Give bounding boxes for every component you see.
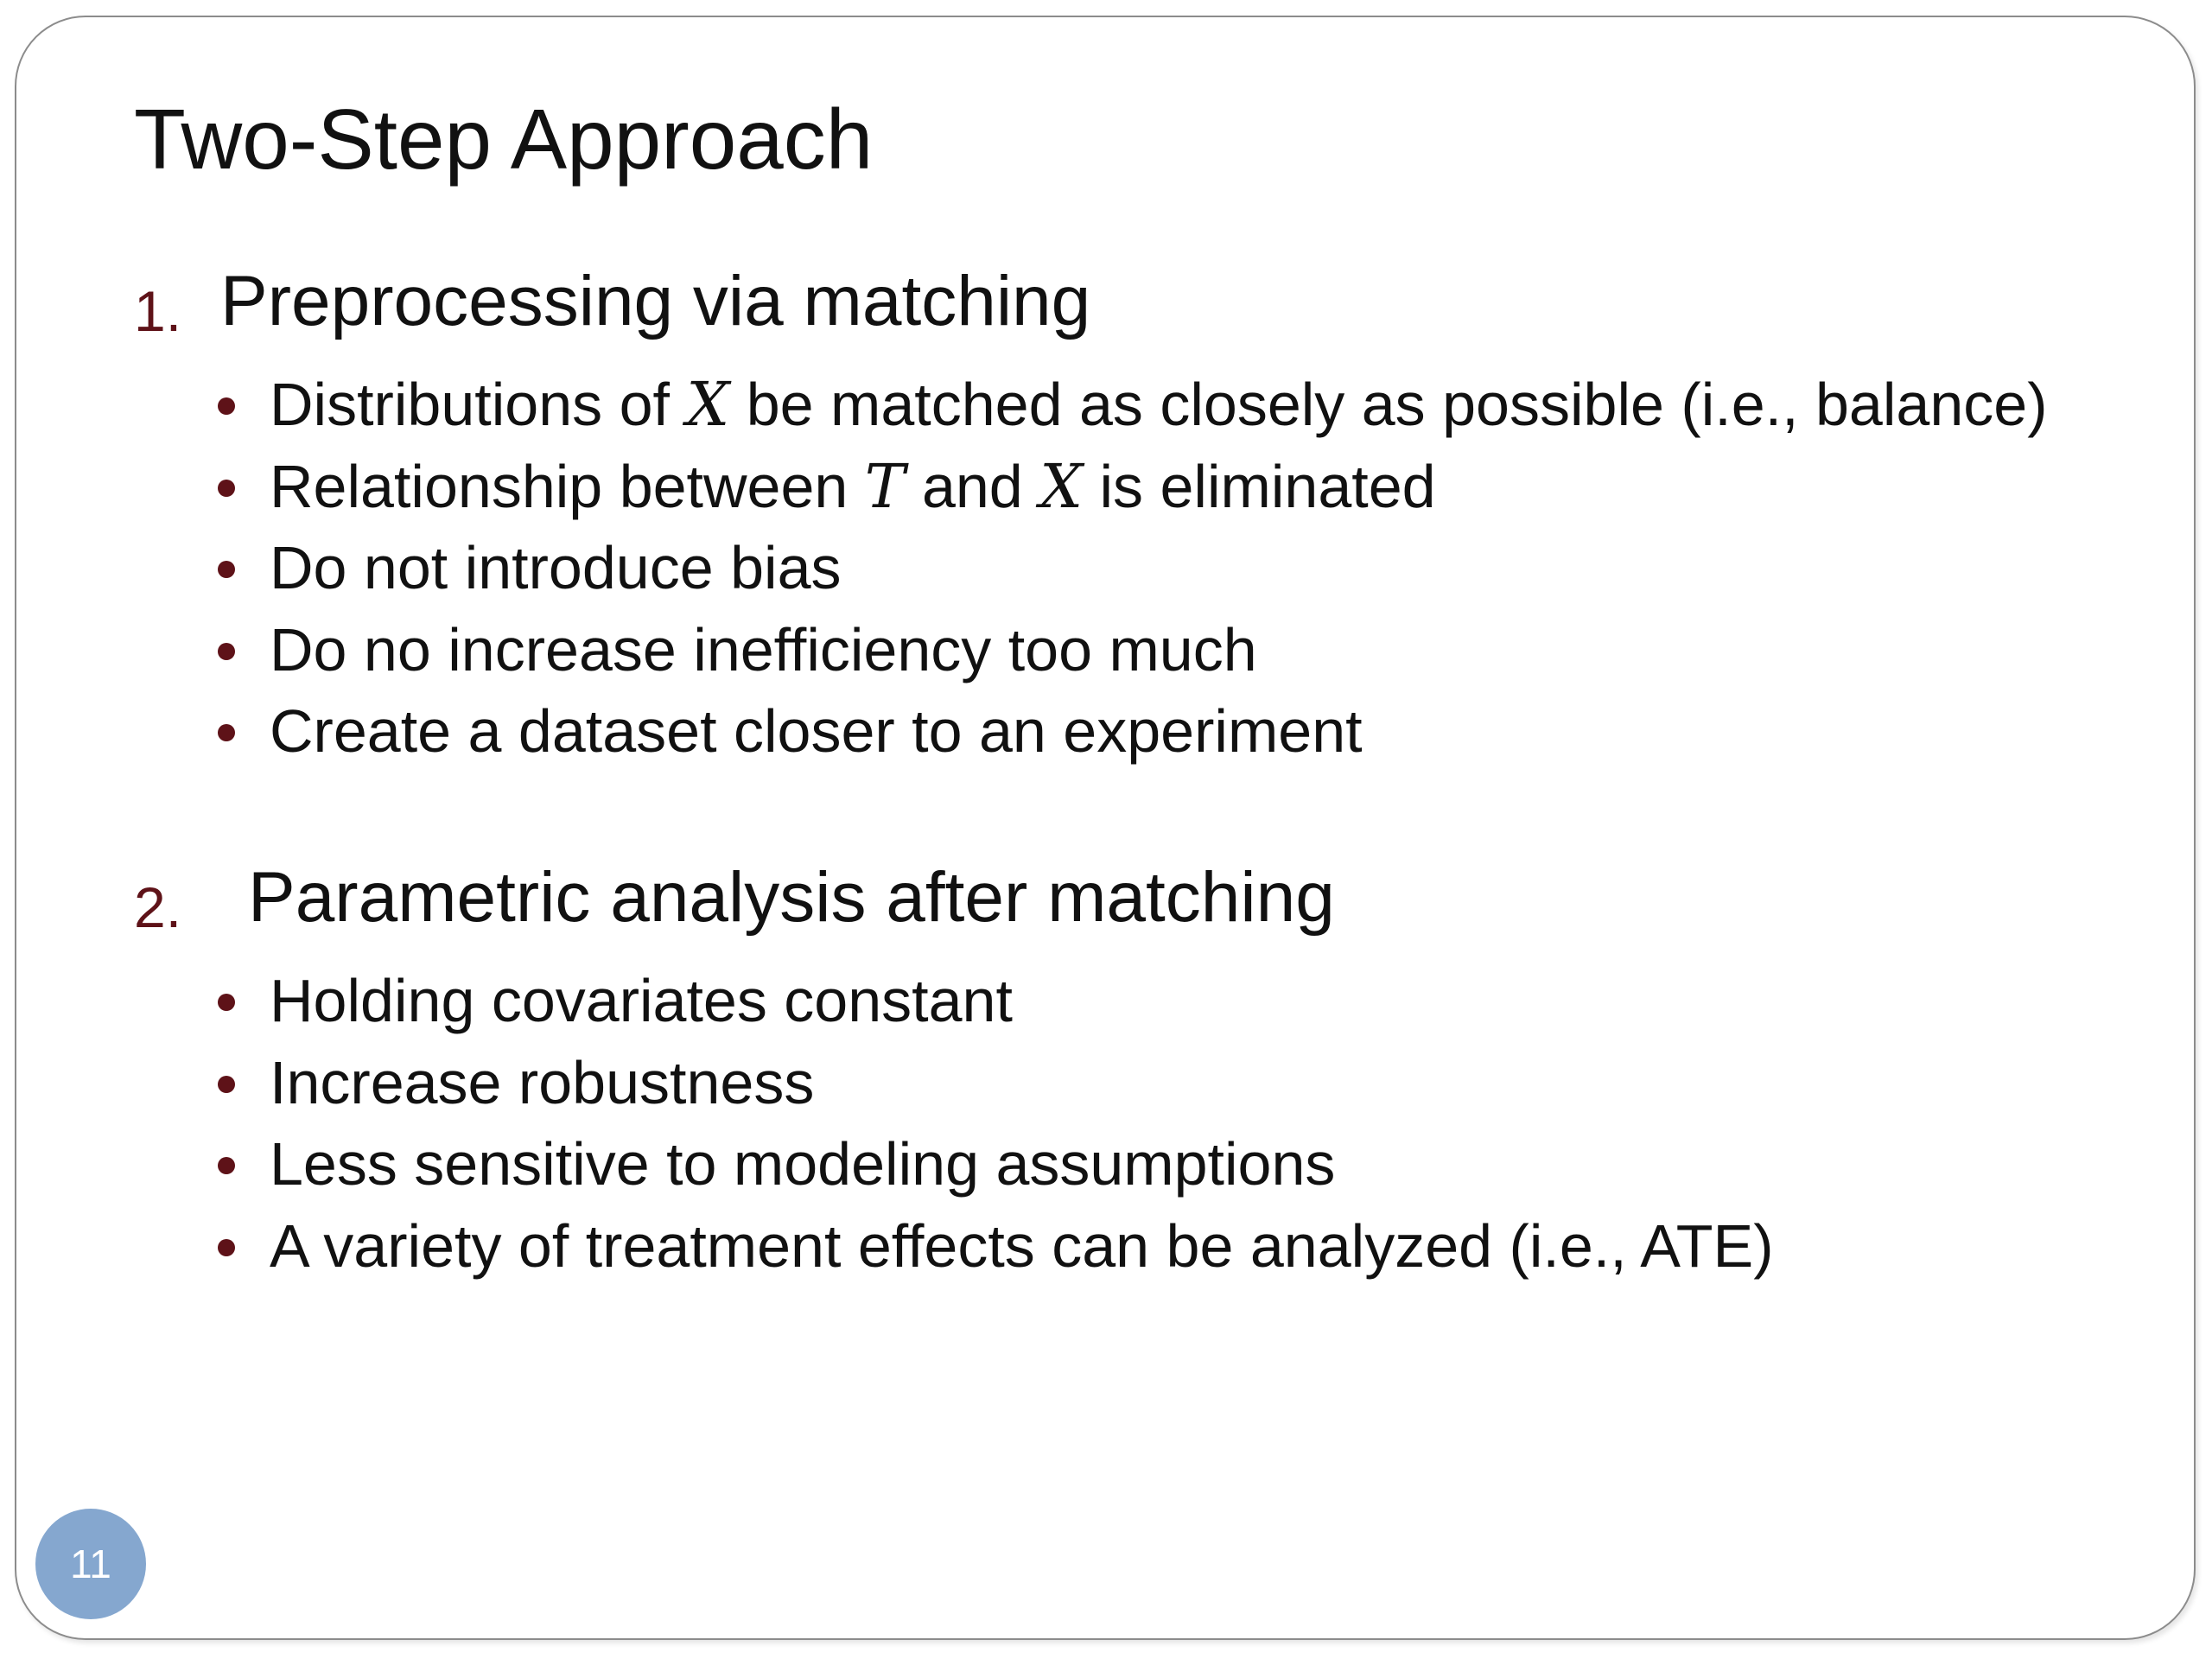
bullet-dot-icon [218, 1076, 235, 1093]
bullet-text [270, 450, 1436, 523]
text-run: is eliminated [1083, 452, 1436, 520]
bullet-dot-icon [218, 724, 235, 741]
section-title: Preprocessing via matching [220, 262, 1091, 340]
text-run: be matched as closely as possible (i.e., balance) [729, 371, 2048, 438]
section-heading [0, 259, 2212, 361]
bullet-item [0, 688, 2212, 770]
bullet-dot-icon [218, 561, 235, 578]
bullet-text: Increase robustness [270, 1048, 815, 1116]
bullet-list [0, 957, 2212, 1284]
bullet-item [0, 1121, 2212, 1203]
slide-title: Two-Step Approach [134, 92, 874, 187]
bullet-list [0, 361, 2212, 770]
bullet-text: Do not introduce bias [270, 534, 842, 601]
bullet-text: Create a dataset closer to an experiment [270, 697, 1363, 765]
bullet-dot-icon [218, 1239, 235, 1256]
bullet-dot-icon [218, 480, 235, 497]
bullet-item [0, 361, 2212, 443]
bullet-item [0, 1039, 2212, 1122]
section-heading [0, 855, 2212, 957]
bullet-dot-icon [218, 643, 235, 660]
math-variable: T [864, 450, 906, 522]
bullet-text: A variety of treatment effects can be analyzed (i.e., ATE) [270, 1211, 1774, 1280]
bullet-text: Do no increase inefficiency too much [270, 615, 1257, 683]
text-run: Relationship between [270, 452, 865, 520]
bullet-item [0, 443, 2212, 525]
section-number: 1. [134, 279, 182, 343]
bullet-dot-icon [218, 1157, 235, 1174]
bullet-text: Less sensitive to modeling assumptions [270, 1130, 1336, 1198]
section-number: 2. [134, 875, 182, 939]
text-run: Distributions of [270, 371, 687, 438]
section-title: Parametric analysis after matching [248, 858, 1335, 937]
section-parametric-analysis [0, 855, 2212, 1284]
bullet-dot-icon [218, 397, 235, 415]
text-run: and [905, 452, 1040, 520]
bullet-item [0, 524, 2212, 607]
bullet-text: Holding covariates constant [270, 967, 1013, 1034]
bullet-dot-icon [218, 994, 235, 1011]
math-variable: X [1039, 450, 1084, 522]
page-number-badge: 11 [35, 1509, 146, 1619]
bullet-item [0, 1203, 2212, 1285]
bullet-text [270, 368, 2048, 441]
math-variable: X [686, 369, 730, 440]
section-preprocessing [0, 259, 2212, 770]
bullet-item [0, 957, 2212, 1039]
bullet-item [0, 607, 2212, 689]
